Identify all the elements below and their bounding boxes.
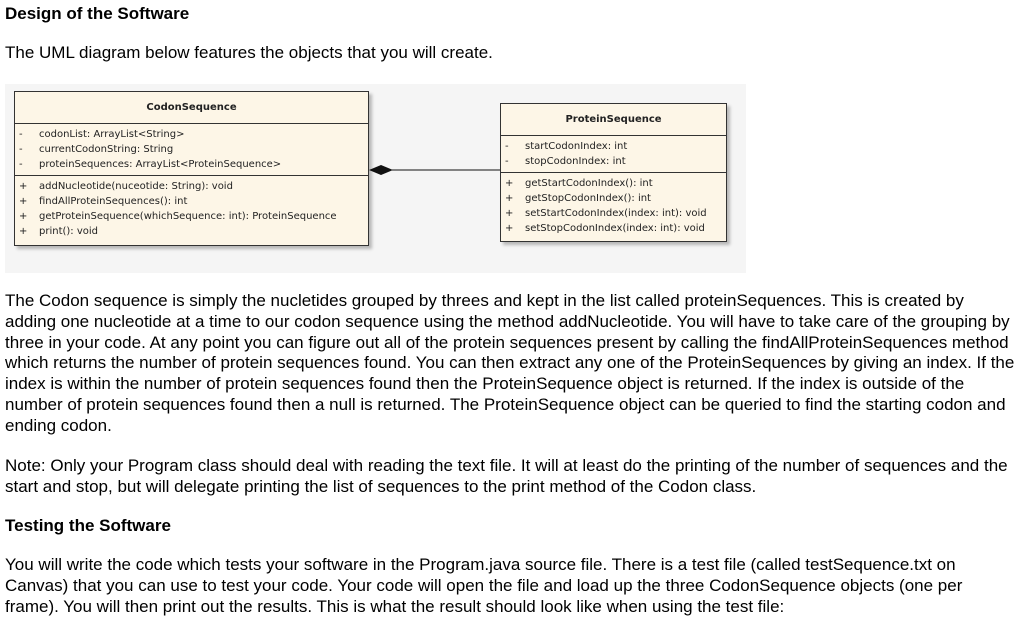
attribute-row: - codonList: ArrayList<String> (19, 129, 185, 140)
operation-row: + getStartCodonIndex(): int (505, 178, 653, 189)
protein-sequence-class (500, 103, 727, 242)
operations-section (15, 176, 368, 242)
class-name: CodonSequence (15, 92, 368, 124)
attributes-section (501, 136, 726, 173)
attribute-row: - stopCodonIndex: int (505, 156, 626, 167)
operation-row: + setStopCodonIndex(index: int): void (505, 223, 705, 234)
operation-row: + print(): void (19, 226, 99, 237)
operation-row: + setStartCodonIndex(index: int): void (505, 208, 707, 219)
testing-heading: Testing the Software (5, 516, 171, 535)
class-name: ProteinSequence (501, 104, 726, 136)
design-description: The Codon sequence is simply the nucletides grouped by threes and kept in the list called proteinSequences. This is created by adding one nucleotide at a time to our codon sequence using the method addNucleotide. You will have to take care of the grouping by three in your code. At any point you can figure out all of the protein sequences present by calling the findAllProteinSequences method which returns the number of protein sequences found. You can then extract any one of the ProteinSequences by giving an index. If the index is within the number of protein sequences found then the ProteinSequence object is returned. If the index is outside of the number of protein sequences found then a null is returned. The ProteinSequence object can be queried to find the starting codon and ending codon. (5, 291, 1015, 435)
attribute-row: - currentCodonString: String (19, 144, 174, 155)
design-heading: Design of the Software (5, 4, 190, 23)
attribute-row: - proteinSequences: ArrayList<ProteinSequence> (19, 159, 282, 170)
operation-row: + getProteinSequence(whichSequence: int): ProteinSequence (19, 211, 337, 222)
composition-diamond-icon (369, 165, 393, 175)
testing-description: You will write the code which tests your software in the Program.java source file. There is a test file (called testSequence.txt on Canvas) that you can use to test your code. Your code will open the file and load up the three CodonSequence objects (one per frame). You will then print out the results. This is what the result should look like when using the test file: (5, 555, 963, 616)
intro-text: The UML diagram below features the objects that you will create. (5, 43, 493, 62)
operation-row: + addNucleotide(nuceotide: String): void (19, 181, 233, 192)
operations-section (501, 173, 726, 239)
attribute-row: - startCodonIndex: int (505, 141, 628, 152)
operation-row: + getStopCodonIndex(): int (505, 193, 651, 204)
note-text: Note: Only your Program class should deal with reading the text file. It will at least do the printing of the number of sequences and the start and stop, but will delegate printing the list of sequences to the print method of the Codon class. (5, 456, 1008, 496)
attributes-section (15, 124, 368, 176)
codon-sequence-class (14, 91, 369, 246)
operation-row: + findAllProteinSequences(): int (19, 196, 188, 207)
